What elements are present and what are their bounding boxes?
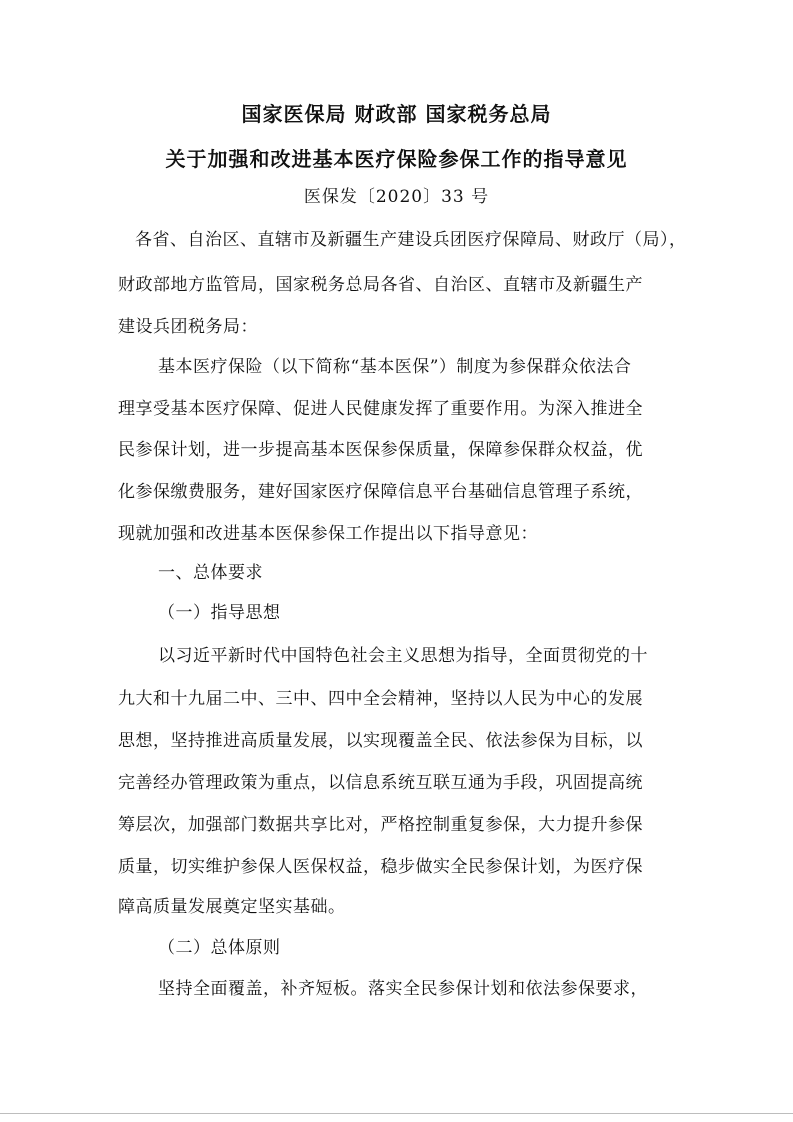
paragraph-line: 现就加强和改进基本医保参保工作提出以下指导意见： — [118, 524, 538, 544]
paragraph-line: 坚持全面覆盖，补齐短板。落实全民参保计划和依法参保要求， — [158, 979, 648, 999]
paragraph-line: 筹层次，加强部门数据共享比对，严格控制重复参保，大力提升参保 — [118, 815, 643, 835]
paragraph-line: 民参保计划，进一步提高基本医保参保质量，保障参保群众权益，优 — [118, 440, 643, 460]
addressee-line-1: 各省、自治区、直辖市及新疆生产建设兵团医疗保障局、财政厅（局）， — [135, 230, 687, 250]
addressee-line-3: 建设兵团税务局： — [118, 317, 258, 337]
document-title: 关于加强和改进基本医疗保险参保工作的指导意见 — [165, 147, 628, 171]
issuers-heading: 国家医保局 财政部 国家税务总局 — [241, 102, 552, 126]
paragraph-line: 九大和十九届二中、三中、四中全会精神，坚持以人民为中心的发展 — [118, 689, 643, 709]
paragraph-line: 基本医疗保险（以下简称“基本医保”）制度为参保群众依法合 — [158, 357, 632, 377]
addressee-line-2: 财政部地方监管局，国家税务总局各省、自治区、直辖市及新疆生产 — [118, 275, 643, 295]
subsection-heading-2: （二）总体原则 — [158, 938, 281, 958]
paragraph-line: 完善经办管理政策为重点，以信息系统互联互通为手段，巩固提高统 — [118, 773, 643, 793]
paragraph-line: 化参保缴费服务，建好国家医疗保障信息平台基础信息管理子系统， — [118, 482, 643, 502]
paragraph-line: 障高质量发展奠定坚实基础。 — [118, 897, 346, 917]
section-heading-1: 一、总体要求 — [158, 563, 263, 583]
paragraph-line: 以习近平新时代中国特色社会主义思想为指导，全面贯彻党的十 — [158, 646, 648, 666]
paragraph-line: 理享受基本医疗保障、促进人民健康发挥了重要作用。为深入推进全 — [118, 399, 643, 419]
paragraph-line: 思想，坚持推进高质量发展，以实现覆盖全民、依法参保为目标，以 — [118, 731, 643, 751]
document-number: 医保发〔2020〕33 号 — [303, 187, 490, 207]
subsection-heading-1: （一）指导思想 — [158, 603, 281, 623]
paragraph-line: 质量，切实维护参保人医保权益，稳步做实全民参保计划，为医疗保 — [118, 857, 643, 877]
page-bottom-rule — [0, 1113, 793, 1114]
